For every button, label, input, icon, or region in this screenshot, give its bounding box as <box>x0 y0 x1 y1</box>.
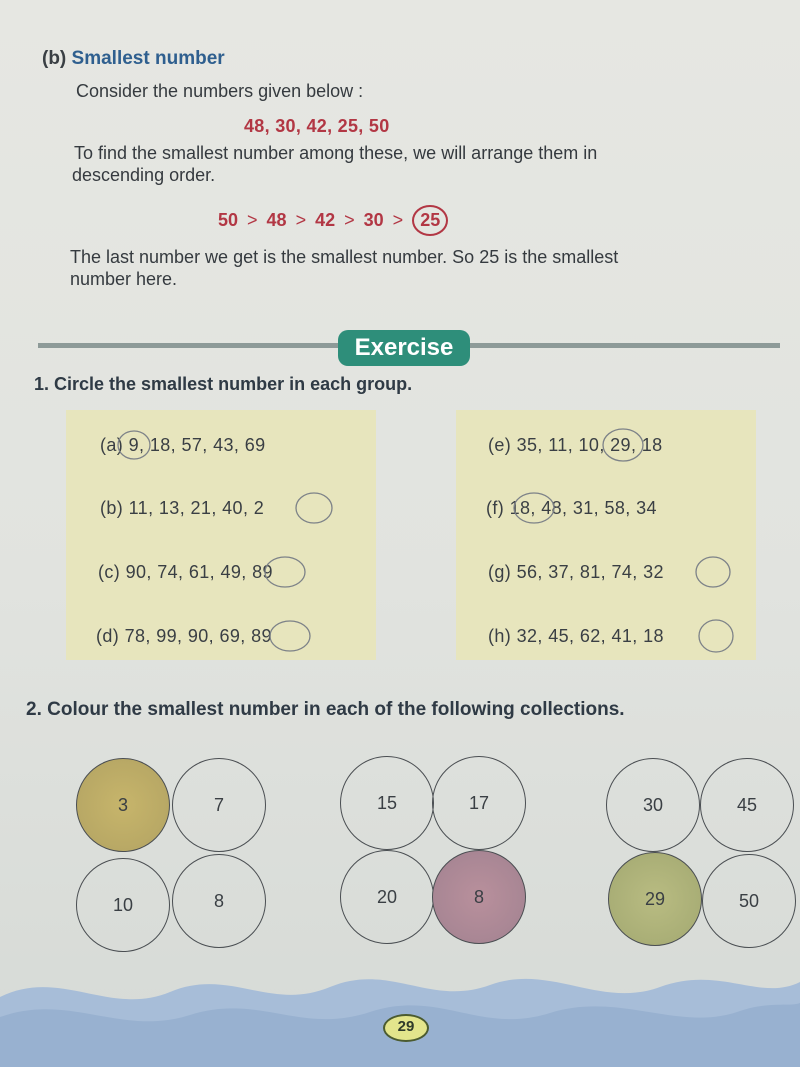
group-values: 56, 37, 81, 74, 32 <box>516 562 664 582</box>
instruction-line-2: descending order. <box>72 165 216 185</box>
greater-than-sign: > <box>295 210 307 230</box>
ball-coloured[interactable]: 3 <box>76 758 170 852</box>
ball[interactable]: 50 <box>702 854 796 948</box>
ball[interactable]: 8 <box>172 854 266 948</box>
page-number: 29 <box>383 1014 429 1042</box>
section-label: (b) <box>42 48 67 69</box>
ball[interactable]: 17 <box>432 756 526 850</box>
ball[interactable]: 15 <box>340 756 434 850</box>
group-label: (e) <box>488 435 512 455</box>
ball[interactable]: 45 <box>700 758 794 852</box>
group-item-a <box>100 435 266 456</box>
ball[interactable]: 7 <box>172 758 266 852</box>
group-label: (g) <box>488 562 512 582</box>
question-2-title: 2. Colour the smallest number in each of the following collections. <box>26 699 625 720</box>
ball[interactable]: 10 <box>76 858 170 952</box>
ball[interactable]: 30 <box>606 758 700 852</box>
group-values: 90, 74, 61, 49, 89 <box>125 562 273 582</box>
group-label: (f) <box>486 498 505 518</box>
group-label: (d) <box>96 626 120 646</box>
conclusion-line-1: The last number we get is the smallest number. So 25 is the smallest <box>70 247 619 267</box>
given-numbers: 48, 30, 42, 25, 50 <box>244 116 390 136</box>
order-number: 42 <box>315 210 336 230</box>
section-title: Smallest number <box>71 48 225 69</box>
smallest-number-circled: 25 <box>412 205 448 236</box>
order-number: 30 <box>363 210 384 230</box>
group-label: (a) <box>100 435 124 455</box>
ball[interactable]: 20 <box>340 850 434 944</box>
conclusion-line-2: number here. <box>70 269 178 289</box>
greater-than-sign: > <box>344 210 355 230</box>
group-item-h <box>488 626 664 647</box>
footer-wave-decoration <box>0 957 800 1067</box>
order-number: 50 <box>218 210 239 230</box>
group-label: (c) <box>98 562 121 582</box>
group-values: 11, 13, 21, 40, 2 <box>128 498 265 518</box>
group-item-f <box>486 498 657 519</box>
exercise-badge: Exercise <box>338 330 470 366</box>
instruction-line-1: To find the smallest number among these, we will arrange them in <box>74 143 598 163</box>
ball-coloured[interactable]: 29 <box>608 852 702 946</box>
greater-than-sign: > <box>392 210 404 230</box>
group-label: (b) <box>100 498 124 518</box>
ball-coloured[interactable]: 8 <box>432 850 526 944</box>
group-item-b <box>100 498 264 519</box>
group-values: 9, 18, 57, 43, 69 <box>128 435 266 455</box>
group-item-d <box>96 626 272 647</box>
group-values: 35, 11, 10, 29, 18 <box>516 435 663 455</box>
group-item-e <box>488 435 663 456</box>
group-values: 32, 45, 62, 41, 18 <box>516 626 664 646</box>
descending-order <box>218 205 448 236</box>
group-values: 78, 99, 90, 69, 89 <box>124 626 272 646</box>
section-heading <box>42 48 225 70</box>
question-1-title: 1. Circle the smallest number in each group. <box>34 374 413 394</box>
group-values: 18, 48, 31, 58, 34 <box>509 498 657 518</box>
greater-than-sign: > <box>247 210 258 230</box>
group-label: (h) <box>488 626 512 646</box>
order-number: 48 <box>266 210 287 230</box>
group-item-g <box>488 562 664 583</box>
group-item-c <box>98 562 273 583</box>
intro-text: Consider the numbers given below : <box>76 81 364 101</box>
